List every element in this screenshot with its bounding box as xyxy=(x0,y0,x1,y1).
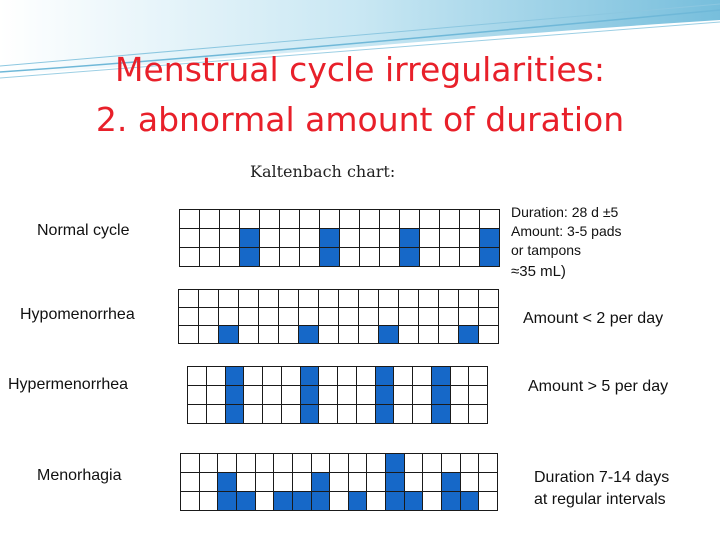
pad-cell-empty xyxy=(179,209,200,229)
pad-cell-empty xyxy=(478,325,499,344)
pad-cell-empty xyxy=(198,307,219,326)
pad-cell-empty xyxy=(278,289,299,308)
pad-cell-filled xyxy=(225,385,245,405)
pad-cell-empty xyxy=(348,453,368,473)
pad-cell-empty xyxy=(278,307,299,326)
pad-cell-empty xyxy=(450,404,470,424)
pad-cell-empty xyxy=(379,247,400,267)
pad-cell-empty xyxy=(478,491,498,511)
pad-cell-filled xyxy=(311,491,331,511)
chart-subtitle: Kaltenbach chart: xyxy=(250,162,396,181)
pad-cell-empty xyxy=(281,366,301,386)
pad-cell-filled xyxy=(239,247,260,267)
pad-cell-empty xyxy=(311,453,331,473)
pad-cell-filled xyxy=(399,228,420,248)
pad-cell-empty xyxy=(299,228,320,248)
pad-cell-filled xyxy=(236,491,256,511)
pad-cell-empty xyxy=(356,385,376,405)
pad-cell-empty xyxy=(299,247,320,267)
pad-cell-empty xyxy=(292,472,312,492)
pad-cell-empty xyxy=(318,289,339,308)
pad-cell-empty xyxy=(422,491,442,511)
pad-cell-empty xyxy=(273,453,293,473)
pad-cell-empty xyxy=(238,307,259,326)
pad-cell-empty xyxy=(359,209,380,229)
pad-cell-empty xyxy=(398,289,419,308)
pad-cell-empty xyxy=(178,289,199,308)
pad-cell-empty xyxy=(439,209,460,229)
pad-cell-filled xyxy=(460,491,480,511)
pad-cell-empty xyxy=(319,209,340,229)
pad-cell-empty xyxy=(337,404,357,424)
pad-cell-filled xyxy=(273,491,293,511)
pad-cell-empty xyxy=(262,404,282,424)
pad-cell-filled xyxy=(311,472,331,492)
pad-cell-empty xyxy=(198,325,219,344)
note-line: or tampons xyxy=(511,242,582,258)
pad-cell-empty xyxy=(218,307,239,326)
page-title-line-2: 2. abnormal amount of duration xyxy=(95,100,625,139)
pad-cell-empty xyxy=(441,453,461,473)
pad-cell-empty xyxy=(393,404,413,424)
pad-cell-filled xyxy=(375,385,395,405)
pad-cell-filled xyxy=(441,491,461,511)
pad-cell-empty xyxy=(329,472,349,492)
pad-cell-empty xyxy=(199,247,220,267)
pad-cell-empty xyxy=(258,289,279,308)
row-label-hypermenorrhea: Hypermenorrhea xyxy=(8,376,129,393)
note-line: at regular intervals xyxy=(534,491,666,508)
pad-cell-empty xyxy=(393,366,413,386)
pad-cell-empty xyxy=(219,228,240,248)
pad-cell-empty xyxy=(412,366,432,386)
pad-cell-empty xyxy=(438,307,459,326)
pad-cell-empty xyxy=(259,228,280,248)
pad-cell-filled xyxy=(399,247,420,267)
pad-cell-empty xyxy=(236,472,256,492)
pad-cell-empty xyxy=(337,385,357,405)
pad-cell-empty xyxy=(255,491,275,511)
pad-cell-empty xyxy=(418,289,439,308)
pad-cell-empty xyxy=(478,307,499,326)
note-menorhagia xyxy=(534,467,669,511)
row-label-normal-cycle: Normal cycle xyxy=(37,222,130,239)
pad-cell-empty xyxy=(243,404,263,424)
pad-cell-empty xyxy=(359,228,380,248)
pad-cell-empty xyxy=(179,228,200,248)
pad-cell-filled xyxy=(319,247,340,267)
pad-cell-filled xyxy=(217,472,237,492)
pad-cell-empty xyxy=(178,325,199,344)
pad-cell-empty xyxy=(206,385,226,405)
pad-cell-filled xyxy=(225,404,245,424)
pad-cell-empty xyxy=(419,228,440,248)
pad-cell-empty xyxy=(348,472,368,492)
pad-cell-empty xyxy=(438,289,459,308)
pad-cell-empty xyxy=(329,491,349,511)
pad-cell-empty xyxy=(318,307,339,326)
pad-cell-filled xyxy=(458,325,479,344)
pad-cell-empty xyxy=(180,472,200,492)
pad-cell-empty xyxy=(187,366,207,386)
pad-cell-filled xyxy=(292,491,312,511)
pad-cell-empty xyxy=(479,209,500,229)
pad-cell-empty xyxy=(450,366,470,386)
pad-cell-empty xyxy=(378,307,399,326)
row-label-menorhagia: Menorhagia xyxy=(37,467,122,484)
pad-cell-empty xyxy=(458,289,479,308)
row-label-hypomenorrhea: Hypomenorrhea xyxy=(20,306,135,323)
pad-cell-empty xyxy=(459,228,480,248)
pad-cell-filled xyxy=(385,472,405,492)
pad-cell-filled xyxy=(431,385,451,405)
pad-cell-empty xyxy=(218,289,239,308)
pad-cell-filled xyxy=(300,366,320,386)
pad-cell-empty xyxy=(366,472,386,492)
pad-cell-empty xyxy=(338,325,359,344)
pad-cell-empty xyxy=(468,404,488,424)
pad-cell-empty xyxy=(468,385,488,405)
pad-cell-empty xyxy=(366,491,386,511)
pad-cell-empty xyxy=(329,453,349,473)
pad-cell-empty xyxy=(180,453,200,473)
note-line: Amount < 2 per day xyxy=(523,310,664,327)
pad-cell-filled xyxy=(404,491,424,511)
pad-cell-empty xyxy=(422,472,442,492)
pad-cell-empty xyxy=(243,366,263,386)
note-line: Amount: 3-5 pads xyxy=(511,223,622,239)
pad-cell-empty xyxy=(398,307,419,326)
pad-cell-filled xyxy=(385,491,405,511)
pad-cell-filled xyxy=(225,366,245,386)
pad-cell-filled xyxy=(218,325,239,344)
pad-cell-empty xyxy=(298,307,319,326)
pad-cell-empty xyxy=(337,366,357,386)
pad-cell-empty xyxy=(199,453,219,473)
pad-cell-empty xyxy=(259,247,280,267)
pad-cell-empty xyxy=(219,247,240,267)
pad-cell-filled xyxy=(441,472,461,492)
pad-cell-filled xyxy=(431,404,451,424)
pad-cell-empty xyxy=(419,209,440,229)
pad-cell-empty xyxy=(217,453,237,473)
pad-cell-empty xyxy=(281,385,301,405)
pad-cell-empty xyxy=(318,404,338,424)
pad-cell-empty xyxy=(238,289,259,308)
note-line: Duration 7-14 days xyxy=(534,469,670,486)
grid-hypermenorrhea xyxy=(187,366,487,423)
note-hypomenorrhea xyxy=(523,308,663,330)
pad-cell-empty xyxy=(206,366,226,386)
pad-cell-empty xyxy=(404,453,424,473)
pad-cell-filled xyxy=(431,366,451,386)
pad-cell-empty xyxy=(199,209,220,229)
pad-cell-empty xyxy=(258,307,279,326)
pad-cell-empty xyxy=(298,289,319,308)
pad-cell-empty xyxy=(458,307,479,326)
pad-cell-empty xyxy=(439,228,460,248)
pad-cell-empty xyxy=(258,325,279,344)
pad-cell-empty xyxy=(199,491,219,511)
pad-cell-empty xyxy=(358,325,379,344)
note-hypermenorrhea xyxy=(528,376,668,398)
pad-cell-empty xyxy=(318,385,338,405)
pad-cell-empty xyxy=(338,289,359,308)
pad-cell-empty xyxy=(236,453,256,473)
pad-cell-filled xyxy=(319,228,340,248)
pad-cell-empty xyxy=(199,228,220,248)
pad-cell-filled xyxy=(479,228,500,248)
pad-cell-empty xyxy=(450,385,470,405)
pad-cell-empty xyxy=(412,385,432,405)
grid-menorhagia xyxy=(180,453,497,510)
note-line: ≈35 mL) xyxy=(511,263,566,280)
pad-cell-empty xyxy=(198,289,219,308)
pad-cell-empty xyxy=(339,209,360,229)
pad-cell-empty xyxy=(339,247,360,267)
pad-cell-empty xyxy=(279,209,300,229)
pad-cell-empty xyxy=(356,404,376,424)
pad-cell-empty xyxy=(359,247,380,267)
pad-cell-empty xyxy=(339,228,360,248)
pad-cell-empty xyxy=(259,209,280,229)
page-title-line-1: Menstrual cycle irregularities: xyxy=(115,50,605,89)
note-line: Duration: 28 d ±5 xyxy=(511,204,619,220)
pad-cell-empty xyxy=(398,325,419,344)
pad-cell-empty xyxy=(478,289,499,308)
pad-cell-filled xyxy=(385,453,405,473)
pad-cell-empty xyxy=(478,472,498,492)
pad-cell-empty xyxy=(179,247,200,267)
pad-cell-empty xyxy=(418,325,439,344)
pad-cell-empty xyxy=(478,453,498,473)
pad-cell-empty xyxy=(418,307,439,326)
pad-cell-filled xyxy=(375,404,395,424)
pad-cell-empty xyxy=(279,228,300,248)
pad-cell-filled xyxy=(378,325,399,344)
pad-cell-empty xyxy=(399,209,420,229)
pad-cell-empty xyxy=(239,209,260,229)
pad-cell-empty xyxy=(278,325,299,344)
pad-cell-empty xyxy=(338,307,359,326)
pad-cell-filled xyxy=(375,366,395,386)
pad-cell-empty xyxy=(199,472,219,492)
pad-cell-empty xyxy=(459,247,480,267)
pad-cell-empty xyxy=(273,472,293,492)
pad-cell-empty xyxy=(412,404,432,424)
pad-cell-filled xyxy=(239,228,260,248)
pad-cell-empty xyxy=(178,307,199,326)
pad-cell-empty xyxy=(460,472,480,492)
pad-cell-empty xyxy=(279,247,300,267)
pad-cell-empty xyxy=(356,366,376,386)
pad-cell-empty xyxy=(358,307,379,326)
pad-cell-empty xyxy=(255,472,275,492)
grid-normal-cycle xyxy=(179,209,499,266)
pad-cell-empty xyxy=(419,247,440,267)
pad-cell-empty xyxy=(262,366,282,386)
pad-cell-empty xyxy=(292,453,312,473)
pad-cell-empty xyxy=(187,385,207,405)
pad-cell-filled xyxy=(298,325,319,344)
pad-cell-filled xyxy=(479,247,500,267)
note-normal-cycle xyxy=(511,203,622,281)
pad-cell-empty xyxy=(180,491,200,511)
pad-cell-filled xyxy=(348,491,368,511)
pad-cell-empty xyxy=(358,289,379,308)
pad-cell-filled xyxy=(300,385,320,405)
pad-cell-empty xyxy=(187,404,207,424)
pad-cell-empty xyxy=(318,366,338,386)
pad-cell-filled xyxy=(300,404,320,424)
pad-cell-empty xyxy=(422,453,442,473)
pad-cell-empty xyxy=(243,385,263,405)
pad-cell-empty xyxy=(459,209,480,229)
pad-cell-empty xyxy=(439,247,460,267)
pad-cell-empty xyxy=(255,453,275,473)
grid-hypomenorrhea xyxy=(178,289,498,343)
pad-cell-empty xyxy=(238,325,259,344)
pad-cell-empty xyxy=(299,209,320,229)
pad-cell-empty xyxy=(438,325,459,344)
pad-cell-empty xyxy=(281,404,301,424)
pad-cell-filled xyxy=(217,491,237,511)
pad-cell-empty xyxy=(404,472,424,492)
pad-cell-empty xyxy=(219,209,240,229)
pad-cell-empty xyxy=(393,385,413,405)
pad-cell-empty xyxy=(366,453,386,473)
pad-cell-empty xyxy=(318,325,339,344)
pad-cell-empty xyxy=(378,289,399,308)
pad-cell-empty xyxy=(468,366,488,386)
pad-cell-empty xyxy=(206,404,226,424)
pad-cell-empty xyxy=(379,209,400,229)
pad-cell-empty xyxy=(262,385,282,405)
pad-cell-empty xyxy=(460,453,480,473)
pad-cell-empty xyxy=(379,228,400,248)
note-line: Amount > 5 per day xyxy=(528,378,669,395)
